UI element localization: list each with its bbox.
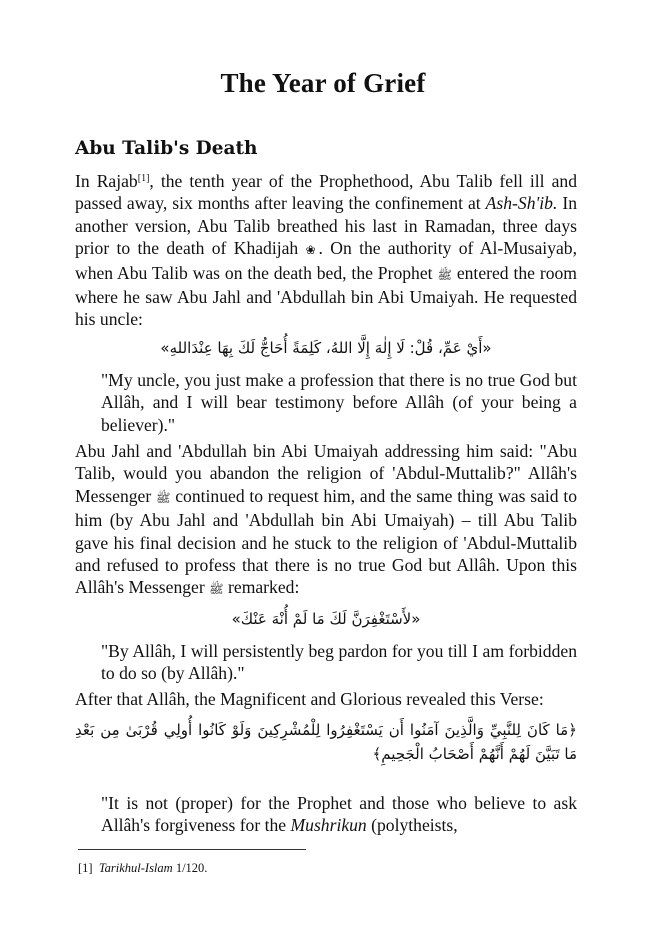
text: In Rajab — [75, 171, 138, 191]
italic-term: Ash-Sh'ib. — [485, 193, 558, 214]
paragraph-3: After that Allâh, the Magnificent and Glorious revealed this Verse: — [75, 689, 544, 709]
footnote-source: Tarikhul-Islam — [98, 861, 173, 875]
footnote — [78, 861, 207, 876]
text: Abu Jahl and 'Abdullah bin Abi Umaiyah addressing him said: "Abu Talib, would you abandon the religion of 'Abdul-Muttalib?" Allâh's Messenger — [75, 441, 577, 506]
arabic-hadith-1: «أَيْ عَمِّ، قُلْ: لَا إِلٰهَ إِلَّا اللهُ، كَلِمَةً أُحَاجُّ لَكَ بِهَا عِنْدَاللهِ» — [160, 339, 492, 357]
honorific-icon: ﷺ — [209, 582, 224, 597]
chapter-title: The Year of Grief — [220, 68, 426, 98]
footnote-ref[interactable]: [1] — [137, 173, 150, 184]
text: In another version, Abu Talib breathed his last in Ramadan, three days prior to the death of Khadijah — [75, 193, 578, 259]
honorific-icon: ﷺ — [155, 490, 171, 505]
text: remarked: — [223, 577, 300, 598]
quran-verse-arabic: ﴿مَا كَانَ لِلنَّبِيِّ وَالَّذِينَ آمَنُوا أَن يَسْتَغْفِرُوا لِلْمُشْرِكِينَ وَلَوْ كَانُوا أُولِي قُرْبَىٰ مِن بَعْدِ مَا تَبَيَّنَ لَهُمْ أَنَّهُمْ أَصْحَابُ الْجَحِيمِ﴾ — [75, 721, 577, 763]
text: (polytheists, — [366, 815, 458, 836]
paragraph-2 — [75, 440, 577, 601]
translation-quote-2: "By Allâh, I will persistently beg pardon for you till I am forbidden to do so (by Allâh)." — [101, 641, 577, 684]
text: continued to request him, and the same thing was said to him (by Abu Jahl and 'Abdullah bin Abi Umaiyah) – till Abu Talib gave his final decision and he stuck to the religion of 'Abdul-Muttalib and refused to profess that there is no true God but Allâh. Upon this Allâh's Messenger — [75, 485, 578, 598]
text: . On the authority of Al-Musaiyab, when Abu Talib was on the death bed, the Prophet — [75, 238, 577, 283]
italic-term: Mushrikun — [290, 815, 367, 836]
footnote-marker: [1] — [78, 861, 93, 875]
section-heading: Abu Talib's Death — [75, 138, 258, 159]
text: , the tenth year of the Prophethood, Abu Talib fell ill and passed away, six months after leaving the confinement at — [75, 171, 577, 214]
text: "It is not (proper) for the Prophet and those who believe to ask Allâh's forgiveness for the — [101, 793, 577, 836]
arabic-hadith-2: «لأَسْتَغْفِرَنَّ لَكَ مَا لَمْ أُنْهَ عَنْكَ» — [231, 610, 421, 628]
paragraph-1 — [75, 170, 577, 331]
translation-quote-3 — [101, 792, 577, 837]
honorific-icon: ﷺ — [437, 267, 452, 282]
footnote-ref-text: 1/120. — [172, 861, 208, 875]
translation-quote-1: "My uncle, you just make a profession that there is no true God but Allâh, and I will bear testimony before Allâh (of your being a believer)." — [101, 370, 577, 435]
honorific-icon: ❀ — [305, 243, 319, 258]
text: entered the room where he saw Abu Jahl and 'Abdullah bin Abi Umaiyah. He requested his uncle: — [75, 262, 577, 330]
footnote-divider — [78, 849, 306, 850]
